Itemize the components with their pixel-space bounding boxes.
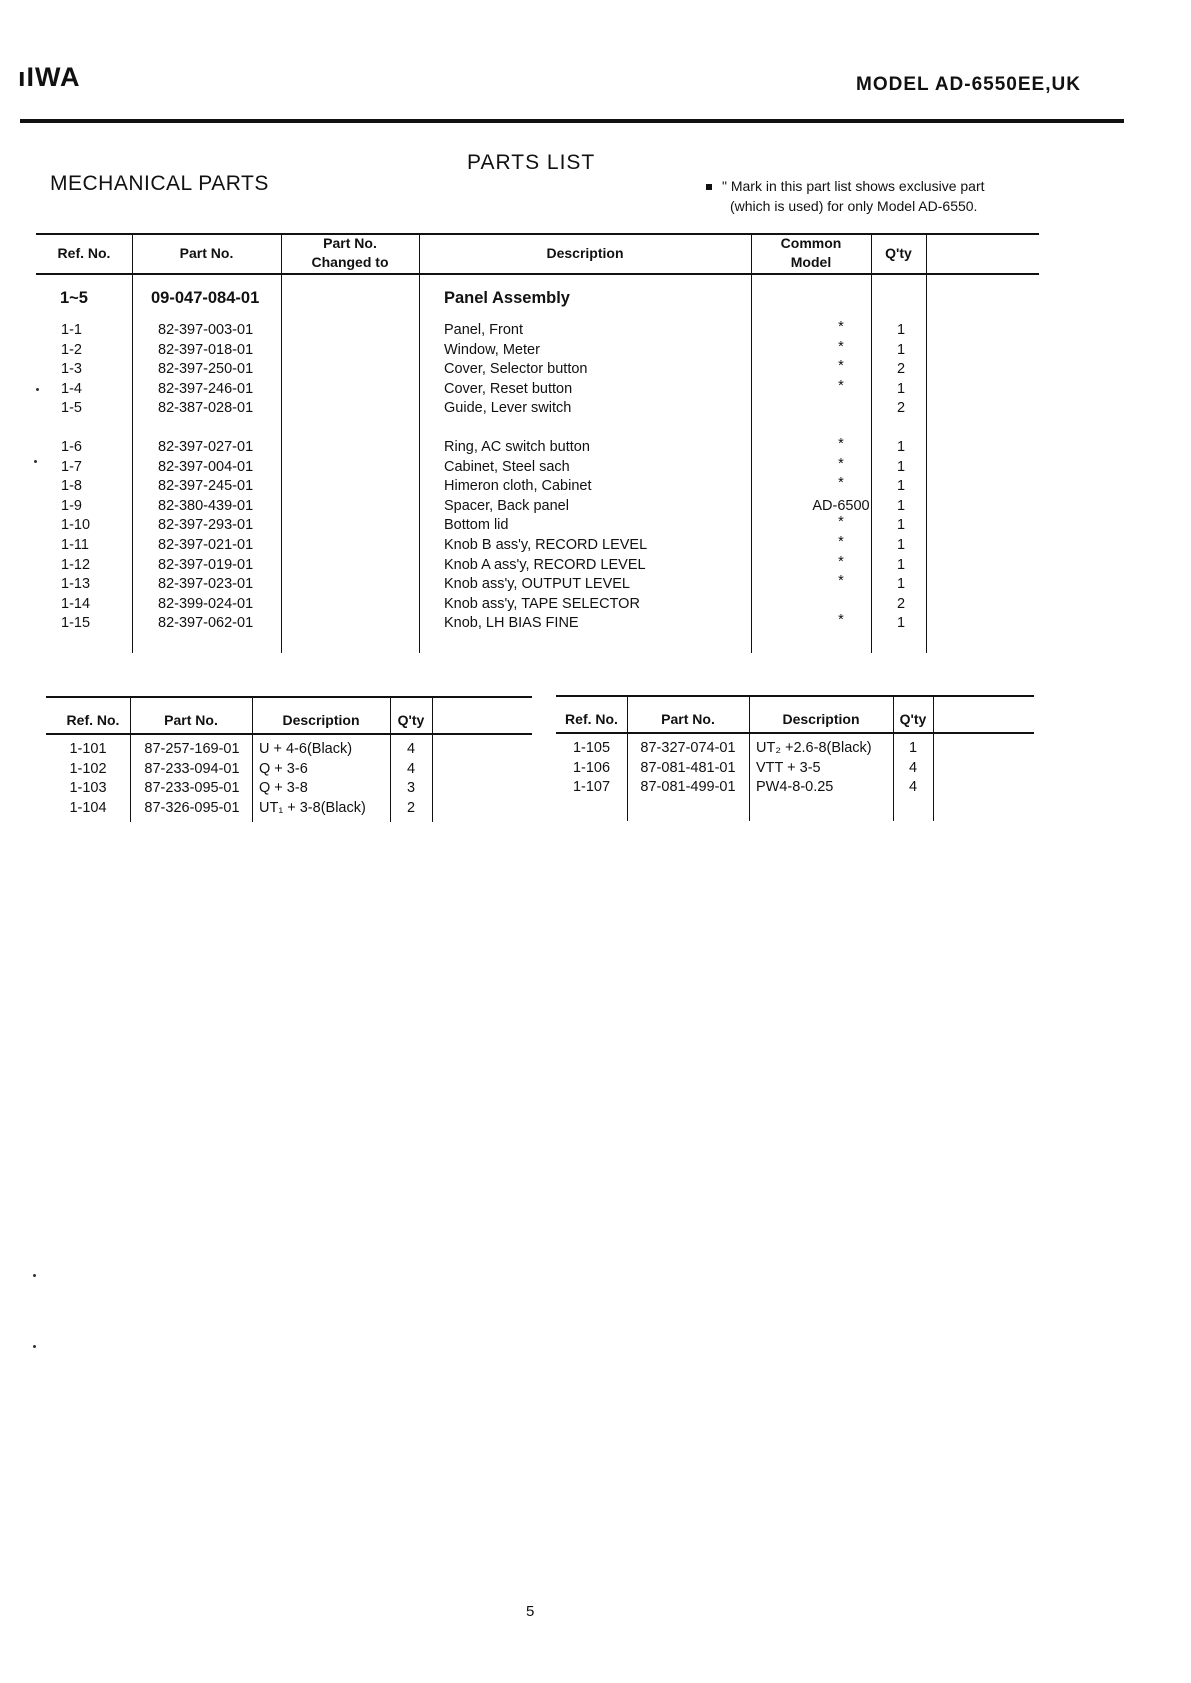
row-common-model: * — [838, 319, 844, 335]
header-description: Description — [546, 245, 624, 261]
row-qty: 1 — [896, 439, 906, 455]
row-description: Cabinet, Steel sach — [444, 458, 570, 475]
row-part-no: 82-397-246-01 — [158, 380, 254, 397]
row-ref: 1-11 — [61, 537, 89, 553]
row-common-model: * — [838, 358, 844, 375]
assembly-ref: 1~5 — [60, 289, 88, 307]
row-qty: 2 — [896, 361, 906, 378]
row-description: UT₂ +2.6-8(Black) — [756, 740, 872, 756]
row-qty: 1 — [896, 615, 906, 632]
page-number: 5 — [526, 1603, 535, 1620]
table-row — [36, 475, 1039, 497]
row-description: Q + 3-8 — [259, 780, 308, 796]
row-description: Knob ass'y, TAPE SELECTOR — [444, 595, 640, 612]
table-row — [36, 612, 1039, 634]
scan-speck — [33, 1274, 36, 1277]
row-part-no: 87-233-095-01 — [144, 780, 240, 796]
header-qty: Q'ty — [899, 711, 927, 727]
row-part-no: 87-233-094-01 — [144, 760, 240, 777]
row-description: UT₁ + 3-8(Black) — [259, 799, 366, 816]
scan-speck — [36, 388, 39, 391]
row-part-no: 82-397-004-01 — [158, 458, 254, 475]
row-part-no: 82-397-062-01 — [158, 615, 254, 632]
row-qty: 1 — [896, 341, 906, 358]
header-part-no: Part No. — [179, 245, 234, 261]
header-changed-to — [281, 234, 419, 272]
row-common-model: * — [838, 534, 844, 550]
row-ref: 1-14 — [61, 595, 91, 612]
note-line-2: (which is used) for only Model AD-6550. — [730, 198, 978, 214]
row-part-no: 82-397-018-01 — [158, 341, 254, 358]
row-description: Panel, Front — [444, 322, 523, 338]
row-description: Knob A ass'y, RECORD LEVEL — [444, 556, 646, 573]
row-common-model: * — [838, 573, 844, 590]
row-ref: 1-104 — [69, 799, 107, 816]
row-ref: 1-102 — [69, 760, 107, 777]
row-ref: 1-9 — [61, 497, 82, 514]
row-ref: 1-1 — [61, 322, 82, 338]
row-qty: 2 — [896, 595, 906, 612]
table-top-rule — [46, 696, 532, 698]
header-qty: Q'ty — [885, 245, 912, 261]
row-description: Knob ass'y, OUTPUT LEVEL — [444, 576, 630, 593]
row-common-model: * — [838, 377, 844, 394]
row-part-no: 82-399-024-01 — [158, 595, 254, 612]
row-description: Bottom lid — [444, 517, 509, 534]
scan-speck — [33, 1345, 36, 1348]
row-qty: 4 — [908, 779, 918, 795]
note-bullet — [706, 184, 712, 190]
table-header-rule — [36, 273, 1039, 275]
row-description: Cover, Reset button — [444, 380, 573, 397]
header-common-model — [751, 234, 871, 272]
row-ref: 1-107 — [572, 779, 611, 795]
row-description: Knob, LH BIAS FINE — [444, 615, 579, 632]
row-qty: 1 — [896, 380, 906, 397]
row-qty: 1 — [896, 556, 906, 573]
row-description: VTT + 3-5 — [756, 759, 821, 776]
mechanical-parts-table — [36, 233, 1039, 653]
row-part-no: 82-397-245-01 — [158, 478, 254, 495]
header-description: Description — [282, 712, 360, 728]
row-part-no: 82-397-293-01 — [158, 517, 254, 534]
row-qty: 1 — [896, 322, 906, 338]
row-description: U + 4-6(Black) — [259, 741, 353, 757]
header-ref-no: Ref. No. — [57, 245, 111, 261]
exclusive-part-note — [706, 176, 985, 216]
row-description: Spacer, Back panel — [444, 497, 569, 514]
brand-logo: ıIWA — [18, 62, 81, 92]
row-description: Knob B ass'y, RECORD LEVEL — [444, 537, 648, 553]
row-part-no: 82-387-028-01 — [158, 400, 254, 417]
table-row — [36, 400, 1039, 419]
assembly-row — [36, 289, 1039, 308]
row-part-no: 82-397-027-01 — [158, 439, 254, 455]
screw-table-left — [46, 696, 532, 822]
row-common-model: * — [838, 612, 844, 629]
row-part-no: 87-326-095-01 — [144, 799, 240, 816]
row-description: Guide, Lever switch — [444, 400, 572, 417]
row-part-no: 82-397-250-01 — [158, 361, 254, 378]
header-ref-no: Ref. No. — [66, 712, 120, 728]
row-common-model: * — [838, 455, 844, 472]
row-part-no: 87-081-481-01 — [640, 759, 736, 776]
scan-speck — [34, 460, 37, 463]
header-qty: Q'ty — [397, 712, 425, 728]
row-part-no: 82-380-439-01 — [158, 497, 254, 514]
row-ref: 1-2 — [61, 341, 82, 358]
col-divider — [432, 696, 433, 822]
row-ref: 1-106 — [572, 759, 611, 776]
header-description: Description — [782, 711, 860, 727]
row-qty: 2 — [406, 799, 416, 816]
row-ref: 1-5 — [61, 400, 82, 417]
row-description: Cover, Selector button — [444, 361, 588, 378]
row-qty: 1 — [896, 537, 906, 553]
row-common-model: * — [838, 475, 844, 492]
row-part-no: 87-327-074-01 — [640, 740, 736, 756]
row-ref: 1-103 — [69, 780, 107, 796]
assembly-desc: Panel Assembly — [444, 289, 570, 307]
header-part-no: Part No. — [164, 712, 218, 728]
row-ref: 1-3 — [61, 361, 82, 378]
table-header-rule — [46, 733, 532, 735]
screw-table-right — [556, 695, 1034, 821]
row-part-no: 87-257-169-01 — [144, 741, 240, 757]
header-changed-line-2: Changed to — [311, 254, 389, 270]
row-qty: 4 — [908, 759, 918, 776]
row-part-no: 82-397-023-01 — [158, 576, 254, 593]
row-common-model: * — [838, 436, 844, 452]
row-ref: 1-12 — [61, 556, 91, 573]
row-description: Q + 3-6 — [259, 760, 308, 777]
header-changed-line-1: Part No. — [323, 235, 377, 251]
row-qty: 1 — [896, 478, 906, 495]
row-part-no: 82-397-019-01 — [158, 556, 254, 573]
row-qty: 2 — [896, 400, 906, 417]
row-qty: 4 — [406, 760, 416, 777]
row-common-model: * — [838, 514, 844, 531]
row-part-no: 82-397-003-01 — [158, 322, 254, 338]
model-label: MODEL AD-6550EE,UK — [856, 74, 1081, 95]
row-ref: 1-15 — [61, 615, 91, 632]
table-row — [36, 377, 1039, 400]
row-description: PW4-8-0.25 — [756, 779, 834, 795]
row-qty: 1 — [896, 576, 906, 593]
row-description: Himeron cloth, Cabinet — [444, 478, 592, 495]
row-part-no: 82-397-021-01 — [158, 537, 254, 553]
row-qty: 1 — [896, 517, 906, 534]
row-common-model: * — [838, 553, 844, 570]
row-description: Ring, AC switch button — [444, 439, 590, 455]
page-title: PARTS LIST — [467, 151, 596, 174]
row-ref: 1-13 — [61, 576, 91, 593]
row-ref: 1-8 — [61, 478, 82, 495]
row-ref: 1-105 — [572, 740, 611, 756]
row-common-model: AD-6500 — [812, 497, 870, 514]
row-qty: 1 — [896, 497, 906, 514]
row-qty: 1 — [896, 458, 906, 475]
table-top-rule — [36, 233, 1039, 235]
assembly-part: 09-047-084-01 — [151, 289, 260, 307]
header-ref-no: Ref. No. — [565, 711, 618, 727]
row-description: Window, Meter — [444, 341, 540, 358]
section-title: MECHANICAL PARTS — [50, 172, 269, 195]
row-qty: 3 — [406, 780, 416, 796]
row-qty: 4 — [406, 741, 416, 757]
row-ref: 1-7 — [61, 458, 82, 475]
header-common-line-2: Model — [790, 254, 832, 270]
note-line-1: " Mark in this part list shows exclusive part — [722, 178, 985, 194]
row-ref: 1-6 — [61, 439, 82, 455]
row-ref: 1-4 — [61, 380, 82, 397]
row-ref: 1-101 — [69, 741, 107, 757]
table-row — [36, 573, 1039, 595]
row-part-no: 87-081-499-01 — [640, 779, 736, 795]
row-qty: 1 — [908, 740, 918, 756]
row-common-model: * — [838, 338, 844, 355]
header-rule — [20, 119, 1124, 123]
row-ref: 1-10 — [61, 517, 91, 534]
header-common-line-1: Common — [780, 235, 842, 251]
header-part-no: Part No. — [661, 711, 715, 727]
col-divider — [933, 695, 934, 821]
